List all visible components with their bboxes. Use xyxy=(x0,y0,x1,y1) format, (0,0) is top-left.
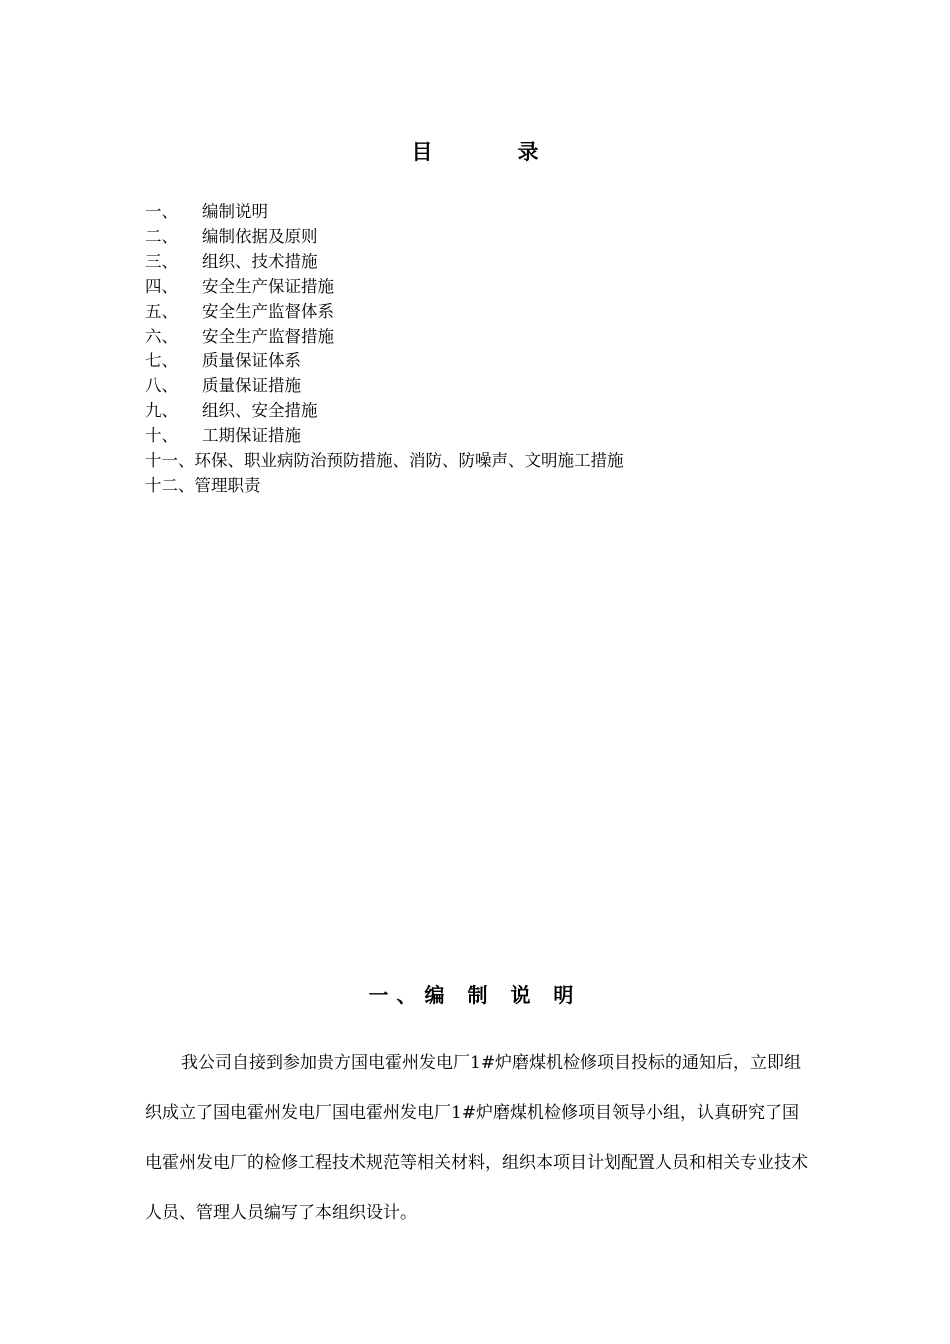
toc-item-label: 安全生产监督体系 xyxy=(202,301,334,321)
toc-item xyxy=(145,399,845,424)
toc-item-number: 十、 xyxy=(145,426,178,446)
toc-item-label: 组织、安全措施 xyxy=(202,401,318,421)
toc-item-number: 八、 xyxy=(145,376,178,396)
body-paragraph: 我公司自接到参加贵方国电霍州发电厂1#炉磨煤机检修项目投标的通知后，立即组织成立了国电霍州发电厂国电霍州发电厂1#炉磨煤机检修项目领导小组，认真研究了国电霍州发电厂的检修工程技术规范等相关材料，组织本项目计划配置人员和相关专业技术人员、管理人员编写了本组织设计。 xyxy=(145,1053,808,1223)
toc-title: 目 录 xyxy=(411,139,571,164)
toc-item xyxy=(145,449,845,474)
toc-item xyxy=(145,250,845,275)
toc-item-label: 质量保证措施 xyxy=(202,376,301,396)
toc-item xyxy=(145,275,845,300)
toc-item-number: 九、 xyxy=(145,401,178,421)
toc-item-number: 二、 xyxy=(145,226,178,246)
section-heading: 一、编 制 说 明 xyxy=(368,983,582,1007)
toc-item xyxy=(145,349,845,374)
toc-item-number: 十一、 xyxy=(145,451,195,471)
toc-item-label: 工期保证措施 xyxy=(202,426,301,446)
toc-item xyxy=(145,374,845,399)
toc-item-label: 质量保证体系 xyxy=(202,351,301,371)
toc-item-number: 四、 xyxy=(145,276,178,296)
toc-item-number: 十二、 xyxy=(145,475,195,495)
toc-item-label: 组织、技术措施 xyxy=(202,251,318,271)
toc-item-label: 编制依据及原则 xyxy=(202,226,318,246)
toc-item-number: 六、 xyxy=(145,326,178,346)
toc-item-number: 五、 xyxy=(145,301,178,321)
toc-item xyxy=(145,424,845,449)
toc-item xyxy=(145,474,845,499)
toc-item-label: 安全生产监督措施 xyxy=(202,326,334,346)
toc-item-number: 七、 xyxy=(145,351,178,371)
toc-item xyxy=(145,300,845,325)
toc-item xyxy=(145,225,845,250)
toc-list xyxy=(145,200,845,499)
toc-item-number: 一、 xyxy=(145,202,178,221)
toc-item xyxy=(145,200,845,225)
toc-item-number: 三、 xyxy=(145,251,178,271)
toc-item xyxy=(145,325,845,350)
toc-item-label: 编制说明 xyxy=(202,202,268,221)
toc-item-label: 管理职责 xyxy=(194,475,261,495)
toc-item-label: 安全生产保证措施 xyxy=(202,276,334,296)
toc-item-label: 环保、职业病防治预防措施、消防、防噪声、文明施工措施 xyxy=(194,451,624,471)
